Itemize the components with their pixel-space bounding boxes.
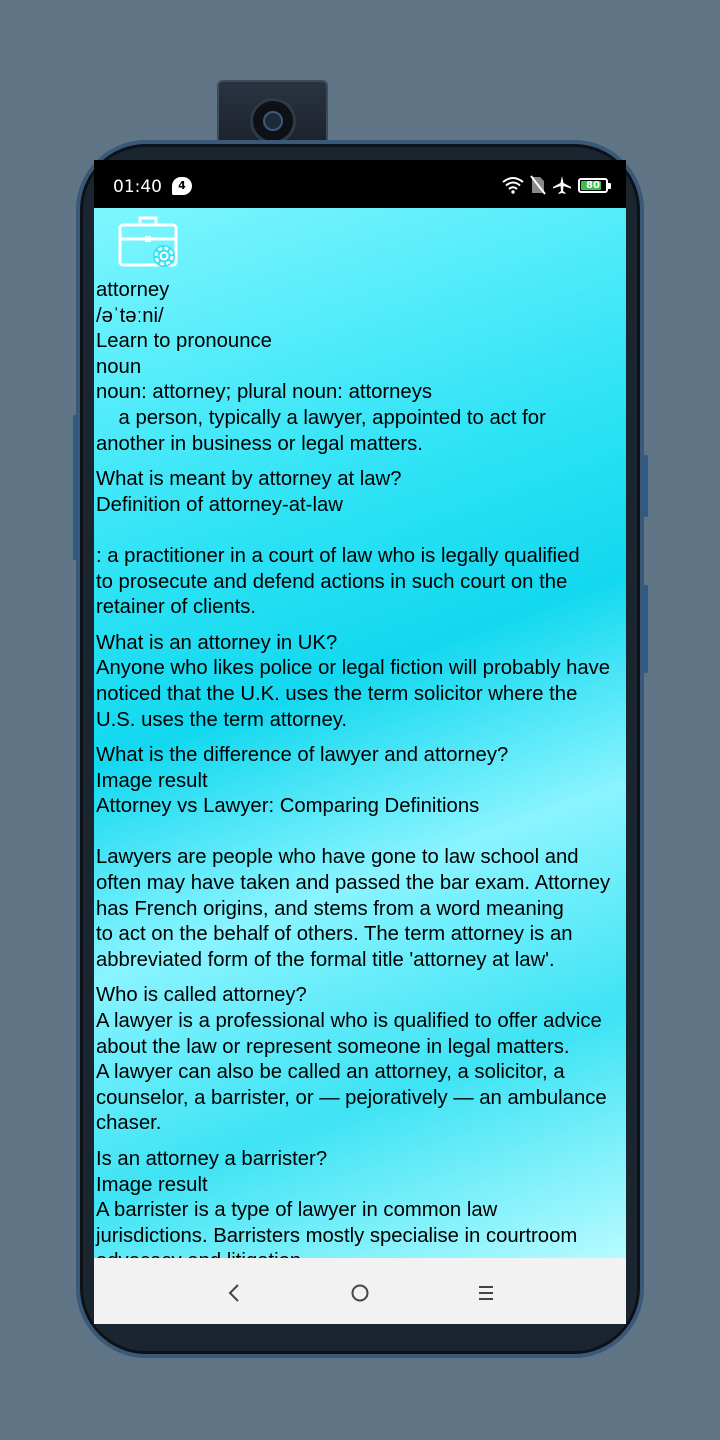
blank-line: [96, 518, 626, 544]
text-line: Attorney vs Lawyer: Comparing Definitions: [96, 795, 480, 818]
text-line: Definition of attorney-at-law: [96, 493, 343, 516]
notification-badge: 4: [172, 177, 192, 195]
side-button-right-bottom: [643, 585, 648, 673]
paragraph: [96, 467, 626, 621]
text-line: Lawyers are people who have gone to law school and: [96, 846, 579, 869]
home-circle-icon: [350, 1283, 370, 1303]
text-line: a person, typically a lawyer, appointed to act for: [96, 406, 546, 429]
text-line: Learn to pronounce: [96, 330, 272, 353]
back-chevron-icon: [227, 1283, 241, 1303]
text-line: Who is called attorney?: [96, 984, 307, 1007]
text-line: Anyone who likes police or legal fiction will probably have: [96, 657, 611, 680]
camera-lens: [250, 98, 296, 144]
paragraph: [96, 743, 626, 973]
text-line: counselor, a barrister, or — pejoratively — an ambulance: [96, 1086, 607, 1109]
phone-screen: [94, 160, 626, 1324]
text-line: retainer of clients.: [96, 596, 257, 619]
status-bar: [94, 160, 626, 208]
recents-menu-icon: [477, 1284, 495, 1302]
briefcase-gear-icon: [118, 213, 180, 271]
text-line: to act on the behalf of others. The term attorney is an: [96, 923, 573, 946]
text-line: What is the difference of lawyer and attorney?: [96, 744, 509, 767]
text-line: Is an attorney a barrister?: [96, 1148, 328, 1170]
text-line: attorney: [96, 279, 170, 301]
battery-level: 80: [586, 179, 600, 191]
paragraph: [96, 983, 626, 1137]
text-line: A lawyer is a professional who is qualified to offer advice: [96, 1010, 602, 1033]
no-sim-icon: [530, 175, 546, 195]
text-line: Image result: [96, 769, 208, 792]
text-line: : a practitioner in a court of law who is legally qualified: [96, 544, 580, 567]
paragraph: [96, 1147, 626, 1275]
paragraph: [96, 278, 626, 457]
text-line: noun: [96, 355, 142, 378]
text-line: /əˈtəːni/: [96, 304, 164, 327]
navigation-bar: [94, 1258, 626, 1324]
content-area[interactable]: [94, 208, 626, 1258]
battery-icon: [578, 178, 608, 193]
status-time: 01:40: [113, 177, 162, 197]
article-text: [96, 278, 626, 1285]
text-line: about the law or represent someone in legal matters.: [96, 1035, 570, 1058]
nav-recents-button[interactable]: [471, 1278, 501, 1308]
text-line: chaser.: [96, 1112, 162, 1135]
status-icons: [502, 175, 608, 195]
wifi-icon: [502, 176, 524, 194]
text-line: A lawyer can also be called an attorney, a solicitor, a: [96, 1061, 565, 1084]
nav-home-button[interactable]: [345, 1278, 375, 1308]
text-line: jurisdictions. Barristers mostly specialise in courtroom: [96, 1224, 578, 1247]
text-line: Image result: [96, 1173, 208, 1196]
text-line: A barrister is a type of lawyer in common law: [96, 1199, 498, 1222]
text-line: What is an attorney in UK?: [96, 631, 338, 654]
blank-line: [96, 820, 626, 846]
text-line: to prosecute and defend actions in such court on the: [96, 570, 568, 593]
nav-back-button[interactable]: [219, 1278, 249, 1308]
text-line: often may have taken and passed the bar exam. Attorney: [96, 872, 611, 895]
text-line: What is meant by attorney at law?: [96, 468, 402, 491]
side-button-left: [73, 415, 78, 560]
airplane-mode-icon: [552, 175, 572, 195]
text-line: abbreviated form of the formal title 'attorney at law'.: [96, 948, 555, 971]
text-line: noticed that the U.K. uses the term solicitor where the: [96, 682, 578, 705]
text-line: noun: attorney; plural noun: attorneys: [96, 381, 432, 404]
text-line: has French origins, and stems from a word meaning: [96, 897, 564, 920]
paragraph: [96, 631, 626, 733]
side-button-right-top: [643, 455, 648, 517]
text-line: another in business or legal matters.: [96, 432, 423, 455]
text-line: U.S. uses the term attorney.: [96, 708, 347, 731]
